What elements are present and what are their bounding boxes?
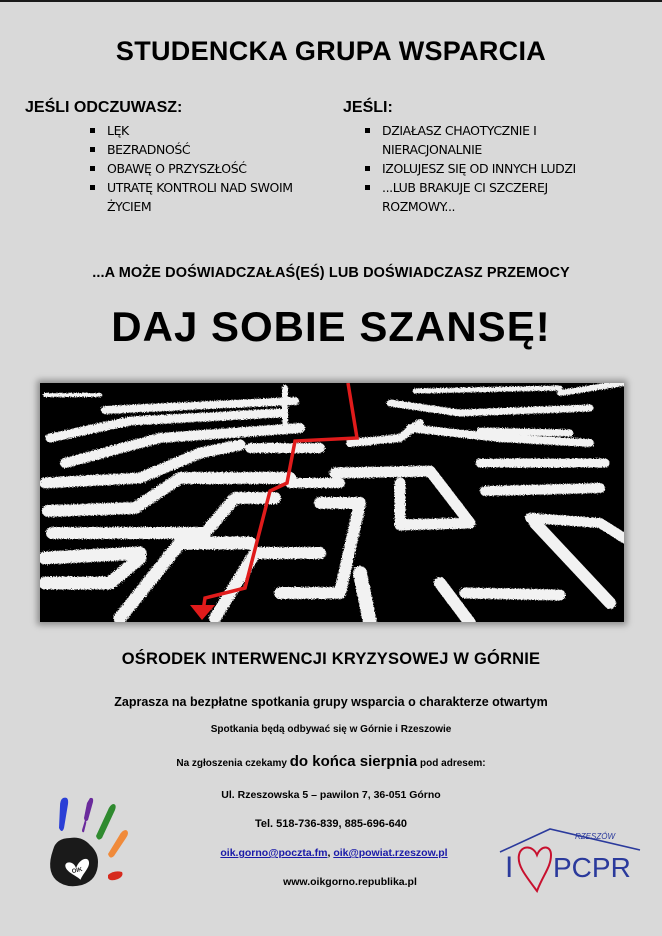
top-border — [0, 0, 662, 2]
pcpr-text: PCPR — [553, 852, 631, 883]
right-column-heading: JEŚLI: — [343, 99, 393, 116]
deadline-emphasis: do końca sierpnia — [289, 753, 418, 770]
violence-subtitle: ...A MOŻE DOŚWIADCZAŁAŚ(EŚ) LUB DOŚWIADCZASZ PRZEMOCY — [92, 265, 570, 281]
organization-name: OŚRODEK INTERWENCJI KRYZYSOWEJ W GÓRNIE — [121, 650, 541, 668]
website: www.oikgorno.republika.pl — [283, 876, 417, 888]
list-item: DZIAŁASZ CHAOTYCZNIE I NIERACJONALNIE — [365, 121, 605, 159]
rzeszow-text: RZESZÓW — [575, 832, 615, 841]
list-item: OBAWĘ O PRZYSZŁOŚĆ — [90, 159, 330, 178]
meetings-location: Spotkania będą odbywać się w Górnie i Rzeszowie — [210, 724, 452, 735]
hand-print-icon — [38, 790, 138, 890]
invitation-text: Zaprasza na bezpłatne spotkania grupy wsparcia o charakterze otwartym — [114, 695, 548, 709]
right-bullet-list — [365, 121, 605, 216]
maze-image — [40, 383, 624, 622]
headline: DAJ SOBIE SZANSĘ! — [111, 303, 551, 350]
email-link-powiat[interactable]: oik@powiat.rzeszow.pl — [333, 847, 448, 859]
left-bullet-list — [90, 121, 330, 216]
poster-title: STUDENCKA GRUPA WSPARCIA — [115, 36, 547, 66]
list-item: LĘK — [90, 121, 330, 140]
address: Ul. Rzeszowska 5 – pawilon 7, 36-051 Górno — [221, 789, 441, 801]
email-link-oik-gorno[interactable]: oik.gorno@poczta.fm — [220, 847, 328, 859]
deadline-prefix: Na zgłoszenia czekamy — [176, 758, 290, 769]
hand-oik-logo — [38, 790, 138, 890]
list-item: ...LUB BRAKUJE CI SZCZEREJ ROZMOWY... — [365, 178, 605, 216]
email-separator: , — [327, 847, 334, 859]
list-item: IZOLUJESZ SIĘ OD INNYCH LUDZI — [365, 159, 605, 178]
left-column-heading: JEŚLI ODCZUWASZ: — [25, 99, 183, 116]
maze-illustration — [40, 383, 624, 622]
oik-label: OIK — [71, 866, 84, 876]
list-item: UTRATĘ KONTROLI NAD SWOIM ŻYCIEM — [90, 178, 330, 216]
deadline-line — [0, 753, 662, 770]
logo-letter-i: I — [505, 851, 514, 884]
deadline-suffix: pod adresem: — [417, 758, 486, 769]
pcpr-house-icon — [495, 825, 645, 895]
phone-numbers: Tel. 518-736-839, 885-696-640 — [254, 818, 408, 830]
pcpr-logo — [495, 825, 645, 895]
list-item: BEZRADNOŚĆ — [90, 140, 330, 159]
